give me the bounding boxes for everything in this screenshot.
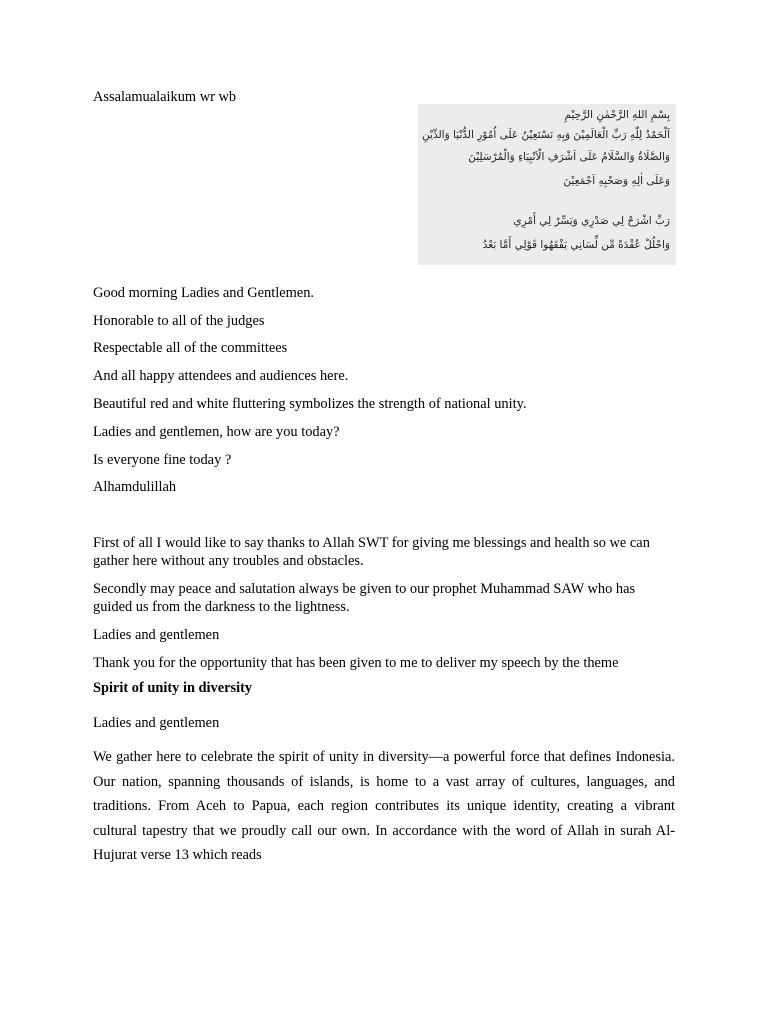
opening-line: Good morning Ladies and Gentlemen. — [93, 285, 315, 301]
opening-line: Respectable all of the committees — [93, 340, 288, 356]
thanks-allah-paragraph: First of all I would like to say thanks to Allah SWT for giving me blessings and health so we can gather here without any troubles and obstacles. — [93, 535, 650, 569]
arabic-line: بِسْمِ اللهِ الرَّحْمٰنِ الرَّحِيْمِ — [564, 109, 670, 121]
opening-line: Is everyone fine today ? — [93, 452, 232, 468]
opening-line: And all happy attendees and audiences here. — [93, 368, 349, 384]
arabic-opening-image — [418, 104, 676, 265]
speech-theme: Spirit of unity in diversity — [93, 680, 253, 696]
address-line: Ladies and gentlemen — [93, 715, 220, 731]
opening-line: Alhamdulillah — [93, 479, 177, 495]
arabic-line: وَاحْلُلْ عُقْدَةً مِّن لِّسَانِي يَفْقَهُوا قَوْلِي أَمَّا بَعْدُ — [482, 239, 670, 251]
opening-line: Beautiful red and white fluttering symbolizes the strength of national unity. — [93, 396, 527, 412]
arabic-line: وَعَلَى اٰلِهِ وَصَحْبِهِ اَجْمَعِيْنَ — [563, 175, 670, 187]
arabic-line: رَبِّ اشْرَحْ لِي صَدْرِي وَيَسِّرْ لِي أَمْرِي — [513, 215, 670, 227]
opening-line: Honorable to all of the judges — [93, 313, 265, 329]
body-paragraph: We gather here to celebrate the spirit of unity in diversity—a powerful force that defines Indonesia. Our nation, spanning thousands of islands, is home to a vast array of cultures, languages, and traditions. From Aceh to Papua, each region contributes its unique identity, creating a vibrant cultural tapestry that we proudly call our own. In accordance with the word of Allah in surah Al-Hujurat verse 13 which reads — [93, 749, 675, 863]
greeting: Assalamualaikum wr wb — [93, 89, 237, 105]
salutation-paragraph: Secondly may peace and salutation always be given to our prophet Muhammad SAW who has guided us from the darkness to the lightness. — [93, 581, 636, 615]
arabic-line: اَلْحَمْدُ لِلّٰهِ رَبِّ الْعَالَمِيْنَ وَبِهِ نَسْتَعِيْنُ عَلَى اُمُوْرِ الدُّنْيَا وَالدِّيْنِ — [422, 129, 670, 141]
thanks-opportunity-line: Thank you for the opportunity that has been given to me to deliver my speech by the theme — [93, 655, 619, 671]
arabic-line: وَالصَّلَاةُ وَالسَّلَامُ عَلَى اَشْرَفِ الْاَنْبِيَاءِ وَالْمُرْسَلِيْنَ — [468, 151, 670, 163]
address-line: Ladies and gentlemen — [93, 627, 220, 643]
opening-line: Ladies and gentlemen, how are you today? — [93, 424, 340, 440]
